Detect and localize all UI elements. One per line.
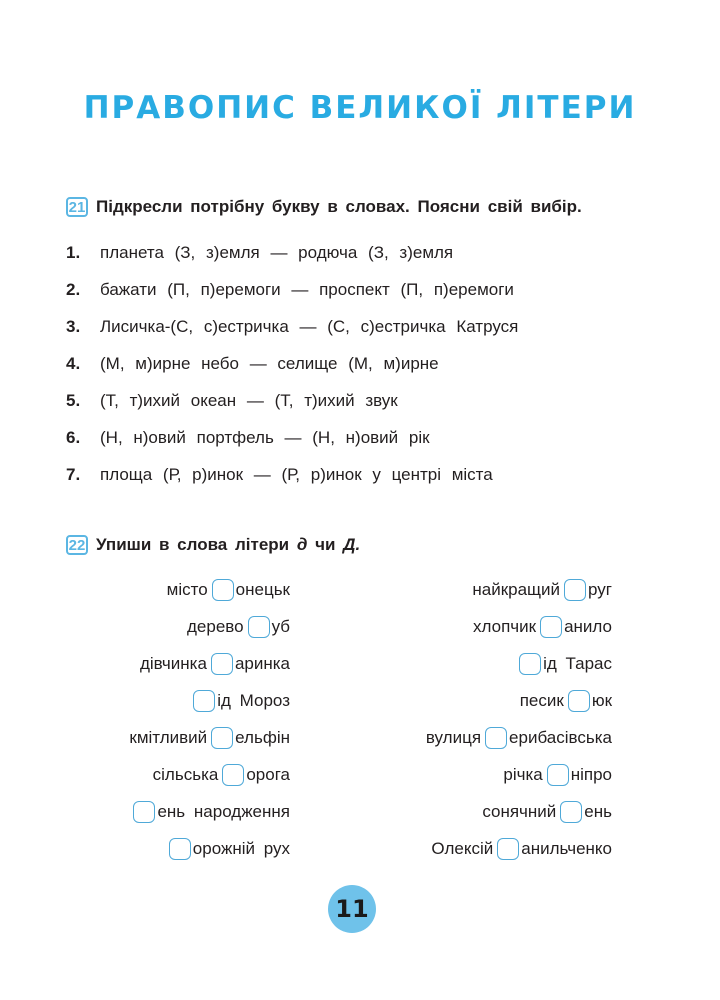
fill-in-row — [520, 688, 612, 714]
fill-in-row — [187, 614, 290, 640]
word-before: дівчинка — [139, 654, 207, 673]
item-number: 4. — [66, 354, 81, 373]
word-before: вулиця — [425, 728, 482, 747]
word-after: онецьк — [235, 580, 290, 599]
word-after: анильченко — [521, 839, 612, 858]
word-after: уб — [271, 617, 290, 636]
word-after: анило — [564, 617, 612, 636]
fill-in-row — [472, 577, 612, 603]
item-text: (М, м)ирне небо — селище (М, м)ирне — [100, 354, 439, 373]
task-instruction: Підкресли потрібну букву в словах. Поясни свій вибір. — [96, 197, 582, 216]
letter-input-box[interactable] — [193, 690, 215, 712]
letter-input-box[interactable] — [540, 616, 562, 638]
fill-in-row — [169, 836, 290, 862]
letter-input-box[interactable] — [560, 801, 582, 823]
word-before: сільська — [152, 765, 219, 784]
word-after: орожній рух — [192, 839, 290, 858]
fill-in-row — [503, 762, 612, 788]
fill-in-row — [473, 614, 612, 640]
letter-uppercase: Д. — [343, 535, 361, 554]
word-after: юк — [591, 691, 612, 710]
word-before: хлопчик — [473, 617, 537, 636]
task-number-badge: 21 — [66, 197, 88, 217]
list-item — [66, 465, 493, 485]
word-after: аринка — [234, 654, 290, 673]
item-text: (Т, т)ихий океан — (Т, т)ихий звук — [100, 391, 398, 410]
word-after: ід Тарас — [543, 654, 612, 673]
letter-input-box[interactable] — [564, 579, 586, 601]
task-22-header — [66, 535, 360, 555]
list-item — [66, 317, 518, 337]
list-item — [66, 391, 398, 411]
conjunction: чи — [315, 535, 336, 554]
fill-in-row — [129, 725, 290, 751]
letter-input-box[interactable] — [519, 653, 541, 675]
word-before: найкращий — [472, 580, 561, 599]
word-before: річка — [503, 765, 543, 784]
list-item — [66, 280, 514, 300]
letter-input-box[interactable] — [485, 727, 507, 749]
item-text: (Н, н)овий портфель — (Н, н)овий рік — [100, 428, 430, 447]
word-after: орога — [246, 765, 290, 784]
item-number: 5. — [66, 391, 81, 410]
page-number: 11 — [328, 885, 376, 933]
word-before: песик — [519, 691, 564, 710]
letter-input-box[interactable] — [169, 838, 191, 860]
item-number: 6. — [66, 428, 81, 447]
fill-in-row — [167, 577, 290, 603]
item-text: бажати (П, п)еремоги — проспект (П, п)еремоги — [100, 280, 514, 299]
item-text: планета (З, з)емля — родюча (З, з)емля — [100, 243, 454, 262]
fill-in-row — [193, 688, 290, 714]
word-before: дерево — [186, 617, 244, 636]
letter-input-box[interactable] — [222, 764, 244, 786]
fill-in-row — [482, 799, 612, 825]
word-after: ніпро — [570, 765, 612, 784]
item-text: площа (Р, р)инок — (Р, р)инок у центрі міста — [100, 465, 493, 484]
letter-input-box[interactable] — [211, 653, 233, 675]
word-after: ід Мороз — [217, 691, 290, 710]
task-instruction: Упиши в слова літери — [96, 535, 290, 554]
letter-input-box[interactable] — [497, 838, 519, 860]
page-title: ПРАВОПИС ВЕЛИКОЇ ЛІТЕРИ — [83, 90, 637, 126]
letter-input-box[interactable] — [211, 727, 233, 749]
word-before: сонячний — [482, 802, 557, 821]
word-after: ень народження — [157, 802, 290, 821]
item-number: 7. — [66, 465, 81, 484]
list-item — [66, 428, 430, 448]
task-21-header — [66, 197, 582, 217]
letter-input-box[interactable] — [547, 764, 569, 786]
word-after: руг — [588, 580, 612, 599]
word-before: кмітливий — [129, 728, 208, 747]
fill-in-row — [140, 651, 290, 677]
word-after: ень — [584, 802, 612, 821]
letter-input-box[interactable] — [568, 690, 590, 712]
word-after: ельфін — [235, 728, 290, 747]
fill-in-row — [431, 836, 612, 862]
letter-lowercase: д — [296, 535, 308, 554]
word-after: ерибасівська — [509, 728, 612, 747]
word-before: місто — [166, 580, 208, 599]
fill-in-row — [519, 651, 612, 677]
letter-input-box[interactable] — [212, 579, 234, 601]
list-item — [66, 354, 439, 374]
fill-in-row — [426, 725, 612, 751]
letter-input-box[interactable] — [133, 801, 155, 823]
task-number-badge: 22 — [66, 535, 88, 555]
fill-in-row — [133, 799, 290, 825]
item-number: 3. — [66, 317, 81, 336]
item-text: Лисичка-(С, с)естричка — (С, с)естричка Катруся — [100, 317, 519, 336]
item-number: 2. — [66, 280, 81, 299]
item-number: 1. — [66, 243, 81, 262]
letter-input-box[interactable] — [248, 616, 270, 638]
word-before: Олексій — [431, 839, 494, 858]
list-item — [66, 243, 453, 263]
fill-in-row — [153, 762, 290, 788]
